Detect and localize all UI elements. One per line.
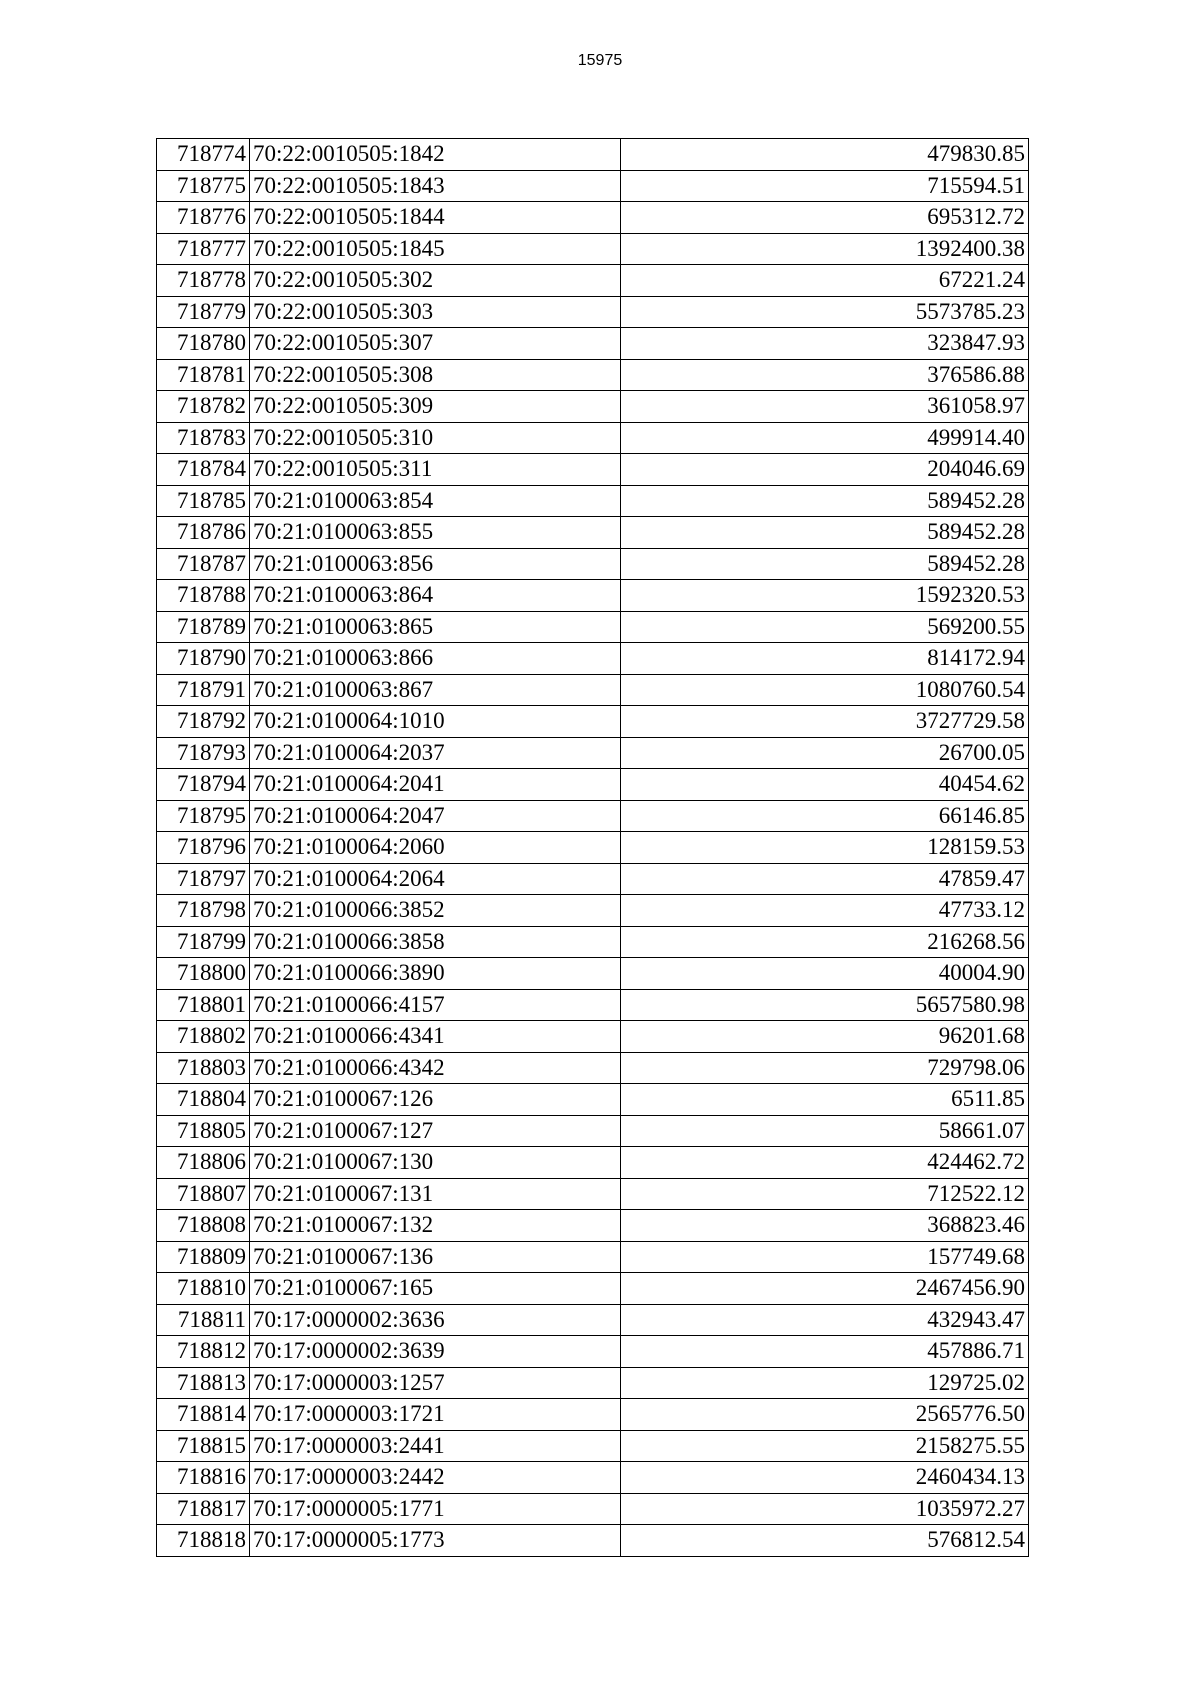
table-row: [157, 359, 1029, 391]
table-row: [157, 580, 1029, 612]
value-cell: 40454.62: [621, 769, 1029, 801]
table-row: [157, 1021, 1029, 1053]
value-cell: 368823.46: [621, 1210, 1029, 1242]
table-row: [157, 832, 1029, 864]
row-number-cell: 718791: [157, 674, 250, 706]
value-cell: 1080760.54: [621, 674, 1029, 706]
cadastral-number-cell: 70:21:0100064:2041: [250, 769, 621, 801]
row-number-cell: 718802: [157, 1021, 250, 1053]
row-number-cell: 718809: [157, 1241, 250, 1273]
row-number-cell: 718776: [157, 202, 250, 234]
cadastral-number-cell: 70:21:0100066:3890: [250, 958, 621, 990]
value-cell: 323847.93: [621, 328, 1029, 360]
row-number-cell: 718807: [157, 1178, 250, 1210]
row-number-cell: 718774: [157, 139, 250, 171]
table-row: [157, 454, 1029, 486]
value-cell: 129725.02: [621, 1367, 1029, 1399]
value-cell: 6511.85: [621, 1084, 1029, 1116]
row-number-cell: 718785: [157, 485, 250, 517]
value-cell: 47733.12: [621, 895, 1029, 927]
row-number-cell: 718786: [157, 517, 250, 549]
table-row: [157, 1084, 1029, 1116]
table-row: [157, 1241, 1029, 1273]
value-cell: 3727729.58: [621, 706, 1029, 738]
row-number-cell: 718781: [157, 359, 250, 391]
value-cell: 96201.68: [621, 1021, 1029, 1053]
table-row: [157, 202, 1029, 234]
value-cell: 569200.55: [621, 611, 1029, 643]
table-row: [157, 1210, 1029, 1242]
cadastral-number-cell: 70:21:0100063:854: [250, 485, 621, 517]
value-cell: 1035972.27: [621, 1493, 1029, 1525]
row-number-cell: 718777: [157, 233, 250, 265]
cadastral-number-cell: 70:22:0010505:1843: [250, 170, 621, 202]
cadastral-number-cell: 70:21:0100063:864: [250, 580, 621, 612]
value-cell: 66146.85: [621, 800, 1029, 832]
row-number-cell: 718779: [157, 296, 250, 328]
value-cell: 457886.71: [621, 1336, 1029, 1368]
row-number-cell: 718815: [157, 1430, 250, 1462]
cadastral-number-cell: 70:21:0100067:136: [250, 1241, 621, 1273]
row-number-cell: 718812: [157, 1336, 250, 1368]
value-cell: 589452.28: [621, 485, 1029, 517]
table-row: [157, 989, 1029, 1021]
row-number-cell: 718793: [157, 737, 250, 769]
row-number-cell: 718804: [157, 1084, 250, 1116]
table-row: [157, 1336, 1029, 1368]
cadastral-number-cell: 70:17:0000003:2441: [250, 1430, 621, 1462]
cadastral-number-cell: 70:22:0010505:1844: [250, 202, 621, 234]
table-row: [157, 958, 1029, 990]
table-row: [157, 706, 1029, 738]
value-cell: 40004.90: [621, 958, 1029, 990]
cadastral-number-cell: 70:21:0100066:4341: [250, 1021, 621, 1053]
row-number-cell: 718775: [157, 170, 250, 202]
table-row: [157, 1493, 1029, 1525]
row-number-cell: 718818: [157, 1525, 250, 1557]
table-row: [157, 139, 1029, 171]
value-cell: 5573785.23: [621, 296, 1029, 328]
cadastral-number-cell: 70:21:0100067:165: [250, 1273, 621, 1305]
row-number-cell: 718797: [157, 863, 250, 895]
cadastral-number-cell: 70:21:0100063:867: [250, 674, 621, 706]
value-cell: 67221.24: [621, 265, 1029, 297]
table-row: [157, 422, 1029, 454]
value-cell: 814172.94: [621, 643, 1029, 675]
row-number-cell: 718795: [157, 800, 250, 832]
cadastral-number-cell: 70:17:0000003:2442: [250, 1462, 621, 1494]
row-number-cell: 718806: [157, 1147, 250, 1179]
cadastral-number-cell: 70:17:0000005:1773: [250, 1525, 621, 1557]
value-cell: 1592320.53: [621, 580, 1029, 612]
cadastral-number-cell: 70:21:0100064:2037: [250, 737, 621, 769]
cadastral-number-cell: 70:17:0000005:1771: [250, 1493, 621, 1525]
table-row: [157, 328, 1029, 360]
value-cell: 361058.97: [621, 391, 1029, 423]
cadastral-number-cell: 70:21:0100067:130: [250, 1147, 621, 1179]
value-cell: 695312.72: [621, 202, 1029, 234]
value-cell: 2158275.55: [621, 1430, 1029, 1462]
value-cell: 216268.56: [621, 926, 1029, 958]
table-row: [157, 391, 1029, 423]
cadastral-number-cell: 70:21:0100063:866: [250, 643, 621, 675]
row-number-cell: 718787: [157, 548, 250, 580]
row-number-cell: 718799: [157, 926, 250, 958]
row-number-cell: 718796: [157, 832, 250, 864]
row-number-cell: 718790: [157, 643, 250, 675]
cadastral-number-cell: 70:21:0100064:2064: [250, 863, 621, 895]
row-number-cell: 718808: [157, 1210, 250, 1242]
cadastral-number-cell: 70:17:0000002:3636: [250, 1304, 621, 1336]
value-cell: 204046.69: [621, 454, 1029, 486]
table-row: [157, 643, 1029, 675]
cadastral-number-cell: 70:17:0000003:1721: [250, 1399, 621, 1431]
cadastral-number-cell: 70:21:0100063:855: [250, 517, 621, 549]
table-row: [157, 1052, 1029, 1084]
cadastral-number-cell: 70:21:0100066:4157: [250, 989, 621, 1021]
cadastral-number-cell: 70:22:0010505:307: [250, 328, 621, 360]
row-number-cell: 718814: [157, 1399, 250, 1431]
cadastral-number-cell: 70:22:0010505:310: [250, 422, 621, 454]
data-table: [156, 138, 1029, 1557]
value-cell: 479830.85: [621, 139, 1029, 171]
table-row: [157, 611, 1029, 643]
table-body: [157, 139, 1029, 1557]
cadastral-number-cell: 70:21:0100066:3858: [250, 926, 621, 958]
cadastral-number-cell: 70:21:0100067:131: [250, 1178, 621, 1210]
row-number-cell: 718792: [157, 706, 250, 738]
cadastral-number-cell: 70:21:0100064:1010: [250, 706, 621, 738]
cadastral-number-cell: 70:21:0100064:2060: [250, 832, 621, 864]
value-cell: 1392400.38: [621, 233, 1029, 265]
value-cell: 589452.28: [621, 548, 1029, 580]
value-cell: 712522.12: [621, 1178, 1029, 1210]
table-row: [157, 737, 1029, 769]
row-number-cell: 718801: [157, 989, 250, 1021]
row-number-cell: 718784: [157, 454, 250, 486]
value-cell: 58661.07: [621, 1115, 1029, 1147]
cadastral-number-cell: 70:22:0010505:1842: [250, 139, 621, 171]
table-row: [157, 800, 1029, 832]
value-cell: 715594.51: [621, 170, 1029, 202]
value-cell: 128159.53: [621, 832, 1029, 864]
value-cell: 432943.47: [621, 1304, 1029, 1336]
row-number-cell: 718805: [157, 1115, 250, 1147]
table-row: [157, 769, 1029, 801]
table-row: [157, 517, 1029, 549]
table-row: [157, 895, 1029, 927]
row-number-cell: 718789: [157, 611, 250, 643]
row-number-cell: 718817: [157, 1493, 250, 1525]
cadastral-number-cell: 70:21:0100066:3852: [250, 895, 621, 927]
value-cell: 729798.06: [621, 1052, 1029, 1084]
cadastral-number-cell: 70:22:0010505:302: [250, 265, 621, 297]
table-row: [157, 1115, 1029, 1147]
table-row: [157, 170, 1029, 202]
value-cell: 424462.72: [621, 1147, 1029, 1179]
cadastral-number-cell: 70:21:0100067:132: [250, 1210, 621, 1242]
value-cell: 589452.28: [621, 517, 1029, 549]
row-number-cell: 718800: [157, 958, 250, 990]
table-row: [157, 1304, 1029, 1336]
cadastral-number-cell: 70:22:0010505:309: [250, 391, 621, 423]
value-cell: 157749.68: [621, 1241, 1029, 1273]
row-number-cell: 718816: [157, 1462, 250, 1494]
cadastral-number-cell: 70:22:0010505:311: [250, 454, 621, 486]
row-number-cell: 718810: [157, 1273, 250, 1305]
table-row: [157, 265, 1029, 297]
row-number-cell: 718811: [157, 1304, 250, 1336]
table-row: [157, 674, 1029, 706]
value-cell: 47859.47: [621, 863, 1029, 895]
row-number-cell: 718803: [157, 1052, 250, 1084]
cadastral-number-cell: 70:21:0100067:127: [250, 1115, 621, 1147]
table-row: [157, 1367, 1029, 1399]
table-row: [157, 926, 1029, 958]
value-cell: 2565776.50: [621, 1399, 1029, 1431]
row-number-cell: 718813: [157, 1367, 250, 1399]
page-number: 15975: [577, 52, 623, 69]
table-row: [157, 1273, 1029, 1305]
value-cell: 2460434.13: [621, 1462, 1029, 1494]
cadastral-number-cell: 70:17:0000003:1257: [250, 1367, 621, 1399]
cadastral-number-cell: 70:21:0100064:2047: [250, 800, 621, 832]
cadastral-number-cell: 70:22:0010505:303: [250, 296, 621, 328]
table-row: [157, 548, 1029, 580]
row-number-cell: 718778: [157, 265, 250, 297]
value-cell: 499914.40: [621, 422, 1029, 454]
cadastral-number-cell: 70:21:0100066:4342: [250, 1052, 621, 1084]
table-row: [157, 1525, 1029, 1557]
value-cell: 576812.54: [621, 1525, 1029, 1557]
table-row: [157, 1178, 1029, 1210]
row-number-cell: 718782: [157, 391, 250, 423]
cadastral-number-cell: 70:21:0100063:856: [250, 548, 621, 580]
value-cell: 376586.88: [621, 359, 1029, 391]
cadastral-number-cell: 70:22:0010505:1845: [250, 233, 621, 265]
row-number-cell: 718798: [157, 895, 250, 927]
value-cell: 2467456.90: [621, 1273, 1029, 1305]
row-number-cell: 718783: [157, 422, 250, 454]
table-row: [157, 485, 1029, 517]
row-number-cell: 718788: [157, 580, 250, 612]
cadastral-number-cell: 70:17:0000002:3639: [250, 1336, 621, 1368]
cadastral-number-cell: 70:21:0100067:126: [250, 1084, 621, 1116]
table-row: [157, 233, 1029, 265]
table-row: [157, 1147, 1029, 1179]
row-number-cell: 718794: [157, 769, 250, 801]
table-row: [157, 296, 1029, 328]
value-cell: 26700.05: [621, 737, 1029, 769]
cadastral-number-cell: 70:21:0100063:865: [250, 611, 621, 643]
table-row: [157, 1430, 1029, 1462]
row-number-cell: 718780: [157, 328, 250, 360]
table-row: [157, 1399, 1029, 1431]
table-row: [157, 863, 1029, 895]
table-row: [157, 1462, 1029, 1494]
value-cell: 5657580.98: [621, 989, 1029, 1021]
cadastral-number-cell: 70:22:0010505:308: [250, 359, 621, 391]
